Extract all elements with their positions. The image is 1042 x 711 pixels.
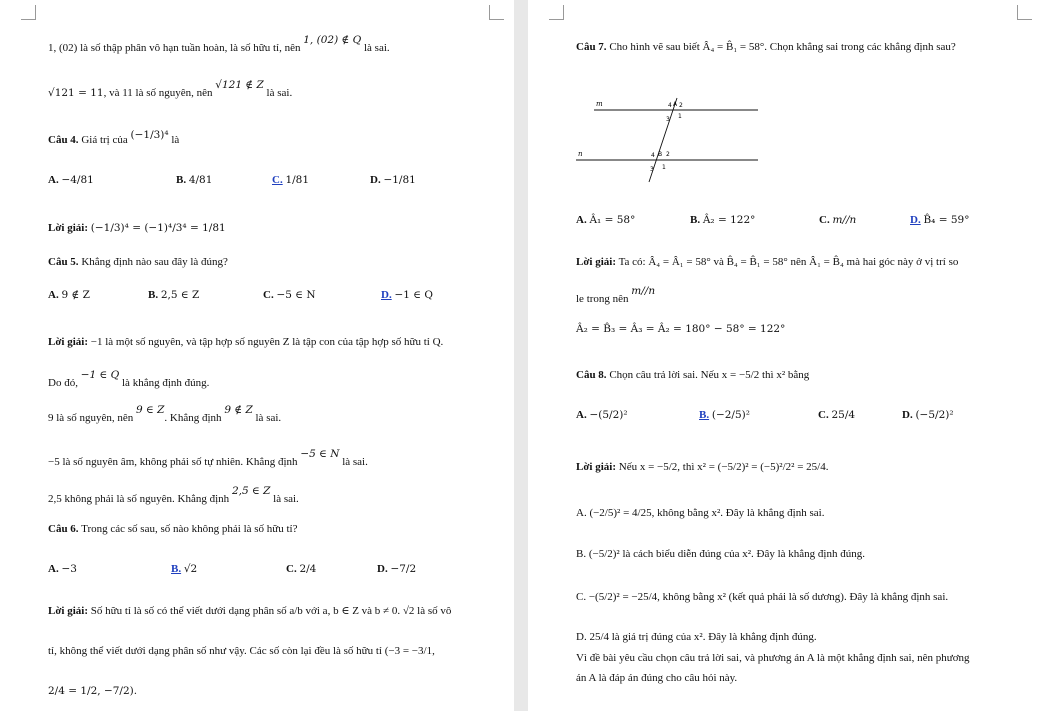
q6-option-b[interactable]: B. √2 [171, 563, 198, 575]
q5-option-b[interactable]: B. 2,5 ∈ Z [148, 289, 200, 301]
q5-option-d[interactable]: D. −1 ∈ Q [381, 289, 433, 301]
q4-option-a[interactable]: A. −4/81 [48, 174, 94, 186]
q4-option-d[interactable]: D. −1/81 [370, 174, 416, 186]
q7-option-c[interactable]: C. m//n [819, 214, 857, 226]
q8-option-d[interactable]: D. (−5/2)² [902, 409, 954, 421]
q8-option-b[interactable]: B. (−2/5)² [699, 409, 750, 421]
angle-label: 1 [662, 164, 666, 171]
angle-label: 3 [666, 116, 670, 123]
left-page [0, 0, 514, 711]
angle-label: 2 [679, 102, 683, 109]
angle-label: 2 [666, 151, 670, 158]
right-page [528, 0, 1042, 711]
question-8: Câu 8. Chọn câu trả lời sai. Nếu x = −5/2 thì x² bằng [576, 369, 810, 381]
angle-label: 4 [668, 102, 672, 109]
q7-solution-line: le trong nên m//n [576, 285, 656, 305]
q6-option-d[interactable]: D. −7/2 [377, 563, 417, 575]
crop-mark [1017, 5, 1032, 20]
crop-mark [21, 5, 36, 20]
crop-mark [489, 5, 504, 20]
angle-label: 3 [650, 166, 654, 173]
q4-option-c[interactable]: C. 1/81 [272, 174, 310, 186]
q7-option-b[interactable]: B. Â₂ = 122° [690, 214, 756, 226]
q8-option-c[interactable]: C. 25/4 [818, 409, 856, 421]
q5-solution-line: 2,5 không phải là số nguyên. Khẳng định 2,5 ∈ Z là sai. [48, 485, 299, 505]
q6-solution-line: 2/4 = 1/2, −7/2). [48, 685, 138, 697]
q5-solution-line: 9 là số nguyên, nên 9 ∈ Z. Khẳng định 9 ∉ Z là sai. [48, 404, 282, 424]
q8-solution-line: D. 25/4 là giá trị đúng của x². Đây là khẳng định đúng. [576, 631, 817, 643]
q8-conclusion: án A là đáp án đúng cho câu hỏi này. [576, 672, 738, 684]
point-a-label: A [673, 101, 678, 108]
angle-label: 1 [678, 113, 682, 120]
q8-conclusion: Vì đề bài yêu cầu chọn câu trả lời sai, và phương án A là một khẳng định sai, nên phương [576, 652, 970, 664]
crop-mark [549, 5, 564, 20]
q6-option-c[interactable]: C. 2/4 [286, 563, 317, 575]
angle-label: 4 [651, 152, 655, 159]
q6-option-a[interactable]: A. −3 [48, 563, 77, 575]
q5-solution-line: Do đó, −1 ∈ Q là khẳng định đúng. [48, 369, 210, 389]
parallel-lines-figure [572, 96, 762, 186]
q6-solution-line: tỉ, không thể viết dưới dạng phân số như vậy. Các số còn lại đều là số hữu tỉ (−3 = −3/1, [48, 645, 435, 657]
question-5: Câu 5. Khẳng định nào sau đây là đúng? [48, 256, 228, 268]
text-line: √121 = 11, và 11 là số nguyên, nên √121 ∉ Z là sai. [48, 79, 293, 99]
line-m-label: m [596, 100, 603, 108]
q7-option-a[interactable]: A. Â₁ = 58° [576, 214, 636, 226]
question-6: Câu 6. Trong các số sau, số nào không phải là số hữu tỉ? [48, 523, 298, 535]
question-4: Câu 4. Giá trị của (−1/3)⁴ là [48, 129, 180, 146]
q5-solution-line: −5 là số nguyên âm, không phải số tự nhiên. Khẳng định −5 ∈ N là sai. [48, 448, 368, 468]
question-7: Câu 7. Cho hình vẽ sau biết Â₄ = B̂₁ = 58°. Chọn khẳng sai trong các khẳng định sau? [576, 41, 956, 53]
q8-solution-line: B. (−5/2)² là cách biểu diễn đúng của x². Đây là khẳng định đúng. [576, 548, 865, 560]
q5-solution: Lời giải: −1 là một số nguyên, và tập hợp số nguyên Z là tập con của tập hợp số hữu tỉ Q. [48, 336, 444, 348]
q8-solution: Lời giải: Nếu x = −5/2, thì x² = (−5/2)² = (−5)²/2² = 25/4. [576, 461, 829, 473]
q7-solution: Lời giải: Ta có: Â₄ = Â₁ = 58° và B̂₄ = B̂₁ = 58° nên Â₁ = B̂₄ mà hai góc này ở vị trí so [576, 256, 959, 268]
q8-solution-line: A. (−2/5)² = 4/25, không bằng x². Đây là khẳng định sai. [576, 507, 825, 519]
q4-solution: Lời giải: (−1/3)⁴ = (−1)⁴/3⁴ = 1/81 [48, 222, 226, 234]
q8-option-a[interactable]: A. −(5/2)² [576, 409, 628, 421]
q4-option-b[interactable]: B. 4/81 [176, 174, 213, 186]
q7-solution-line: Â₂ = B̂₃ = Â₃ = Â₂ = 180° − 58° = 122° [576, 323, 786, 335]
q6-solution: Lời giải: Số hữu tỉ là số có thể viết dưới dạng phân số a/b với a, b ∈ Z và b ≠ 0. √2 là số vô [48, 605, 452, 617]
text-line: 1, (02) là số thập phân vô hạn tuần hoàn, là số hữu tỉ, nên 1, (02) ∉ Q là sai. [48, 34, 390, 54]
q5-option-c[interactable]: C. −5 ∈ N [263, 289, 316, 301]
point-b-label: B [658, 151, 663, 158]
q5-option-a[interactable]: A. 9 ∉ Z [48, 289, 90, 301]
q7-option-d[interactable]: D. B̂₄ = 59° [910, 214, 970, 226]
q8-solution-line: C. −(5/2)² = −25/4, không bằng x² (kết quả phải là số dương). Đây là khẳng định sai. [576, 591, 949, 603]
line-n-label: n [578, 150, 583, 158]
